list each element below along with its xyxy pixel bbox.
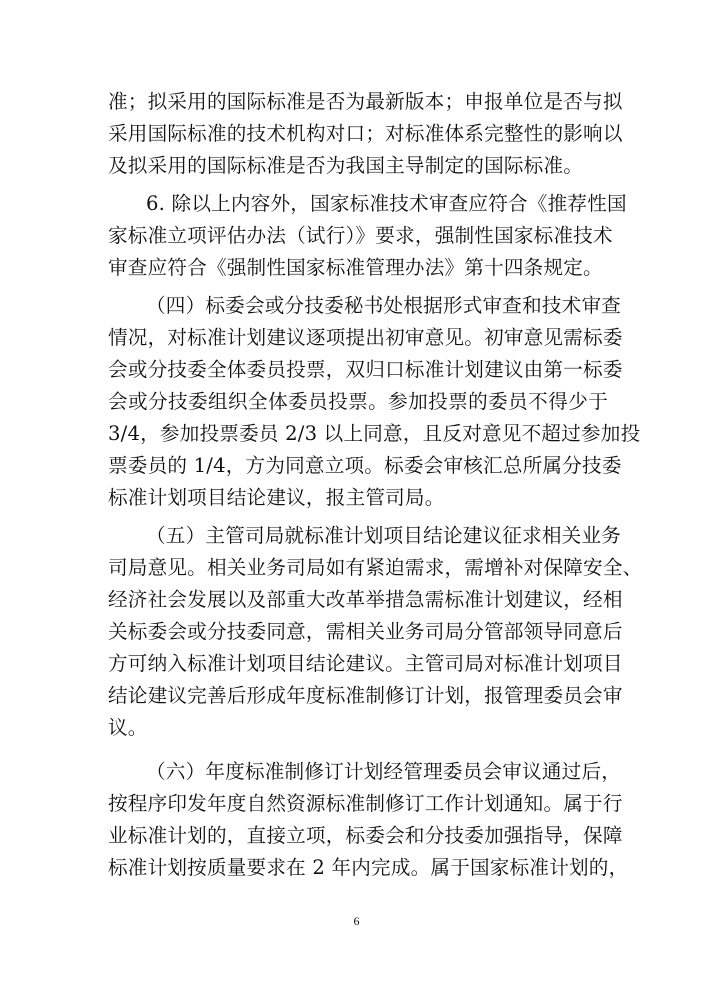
text-line: 方可纳入标准计划项目结论建议。主管司局对标准计划项目 (108, 652, 623, 675)
text-line: 关标委会或分技委同意，需相关业务司局分管部领导同意后 (108, 620, 623, 643)
text-line: 票委员的 1/4，方为同意立项。标委会审核汇总所属分技委 (108, 454, 622, 477)
text-line: 会或分技委全体委员投票，双归口标准计划建议由第一标委 (108, 358, 623, 381)
text-line: 经济社会发展以及部重大改革举措急需标准计划建议，经相 (108, 588, 623, 611)
text-line: 准；拟采用的国际标准是否为最新版本；申报单位是否与拟 (108, 90, 623, 113)
text-line: 议。 (108, 716, 148, 739)
text-line: 家标准立项评估办法（试行）》要求，强制性国家标准技术 (108, 224, 613, 247)
text-line: （四）标委会或分技委秘书处根据形式审查和技术审查 (146, 294, 622, 317)
text-line: 会或分技委组织全体委员投票。参加投票的委员不得少于 (108, 390, 608, 413)
text-line: 情况，对标准计划建议逐项提出初审意见。初审意见需标委 (108, 326, 623, 349)
page-number: 6 (353, 914, 360, 928)
text-line: 标准计划按质量要求在 2 年内完成。属于国家标准计划的， (108, 856, 629, 879)
text-line: 及拟采用的国际标准是否为我国主导制定的国际标准。 (108, 154, 584, 177)
text-line: 标准计划项目结论建议，报主管司局。 (108, 486, 445, 509)
text-line: 3/4，参加投票委员 2/3 以上同意，且反对意见不超过参加投 (108, 422, 641, 445)
text-line: 审查应符合《强制性国家标准管理办法》第十四条规定。 (108, 256, 603, 279)
text-line: （六）年度标准制修订计划经管理委员会审议通过后， (146, 760, 622, 783)
text-line: 6. 除以上内容外，国家标准技术审查应符合《推荐性国 (146, 192, 627, 215)
text-line: 司局意见。相关业务司局如有紧迫需求，需增补对保障安全、 (108, 556, 643, 579)
text-line: 结论建议完善后形成年度标准制修订计划，报管理委员会审 (108, 684, 623, 707)
text-line: 业标准计划的，直接立项，标委会和分技委加强指导，保障 (108, 824, 623, 847)
text-line: 采用国际标准的技术机构对口；对标准体系完整性的影响以 (108, 122, 623, 145)
text-line: （五）主管司局就标准计划项目结论建议征求相关业务 (146, 524, 622, 547)
text-line: 按程序印发年度自然资源标准制修订工作计划通知。属于行 (108, 792, 623, 815)
